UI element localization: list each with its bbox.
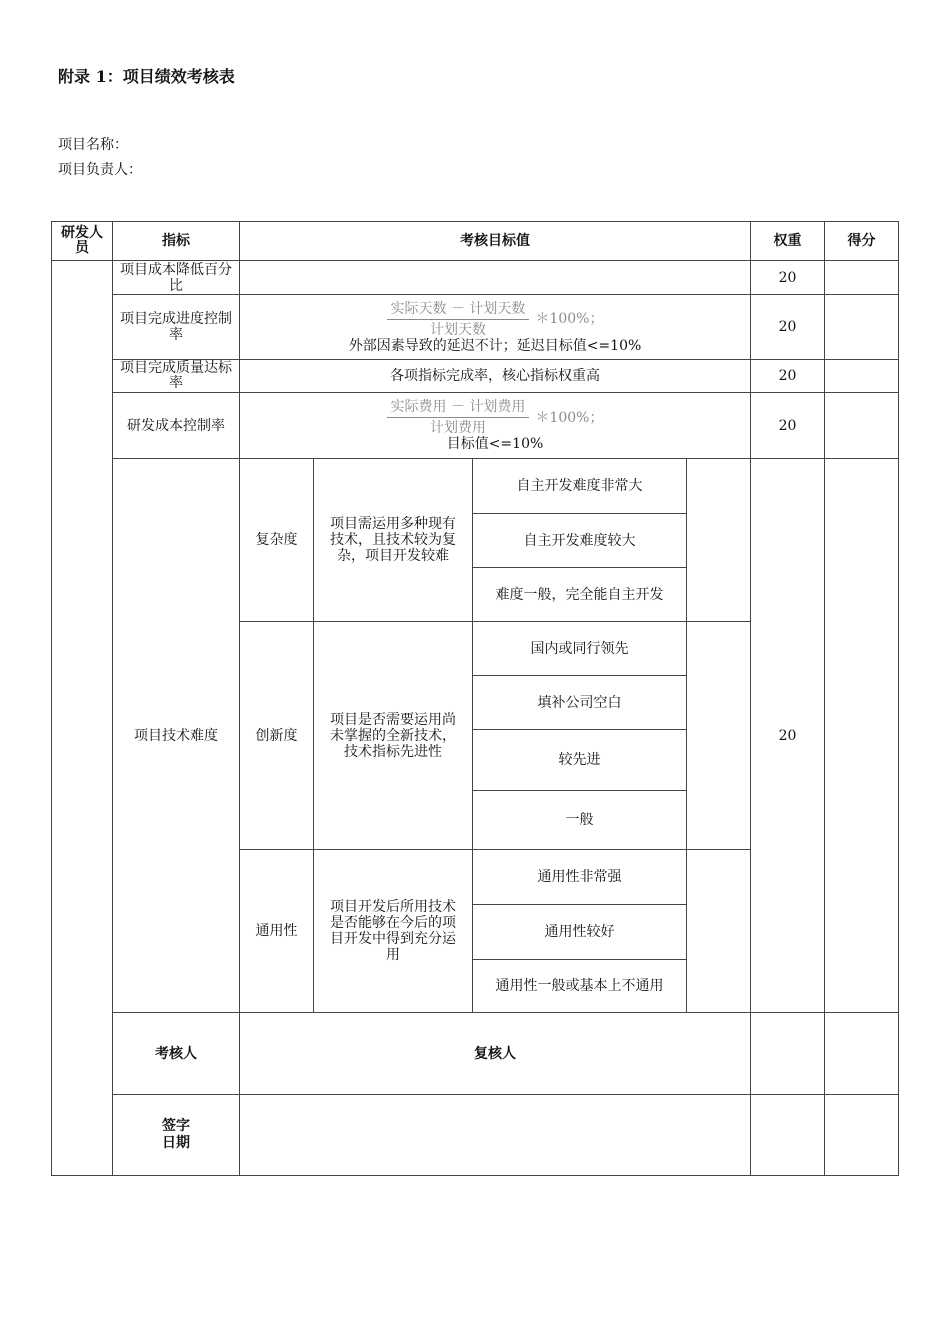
target-cost-reduction[interactable] bbox=[239, 260, 751, 295]
assessor-weight-cell[interactable] bbox=[750, 1012, 825, 1095]
header-indicator: 指标 bbox=[112, 221, 240, 261]
score-rd-cost-control[interactable] bbox=[824, 392, 899, 459]
indicator-quality-rate: 项目完成质量达标率 bbox=[112, 359, 240, 393]
desc-innovation: 项目是否需要运用尚未掌握的全新技术，技术指标先进性 bbox=[313, 621, 473, 850]
score-innovation[interactable] bbox=[686, 621, 751, 850]
level-universality-1: 通用性非常强 bbox=[472, 849, 687, 905]
desc-complexity: 项目需运用多种现有技术，且技术较为复杂，项目开发较难 bbox=[313, 458, 473, 622]
weight-cost-reduction: 20 bbox=[750, 260, 825, 295]
formula-suffix: ＊100%； bbox=[535, 409, 604, 426]
level-complexity-2: 自主开发难度较大 bbox=[472, 513, 687, 568]
sign-date-field[interactable] bbox=[239, 1094, 751, 1176]
formula-numerator: 实际天数 － 计划天数 bbox=[387, 301, 530, 320]
sign-weight-cell[interactable] bbox=[750, 1094, 825, 1176]
indicator-cost-reduction: 项目成本降低百分比 bbox=[112, 260, 240, 295]
header-score: 得分 bbox=[824, 221, 899, 261]
desc-universality: 项目开发后所用技术是否能够在今后的项目开发中得到充分运用 bbox=[313, 849, 473, 1013]
score-universality[interactable] bbox=[686, 849, 751, 1013]
header-weight: 权重 bbox=[750, 221, 825, 261]
group-complexity: 复杂度 bbox=[239, 458, 314, 622]
personnel-cell[interactable] bbox=[51, 260, 113, 1176]
weight-tech-difficulty: 20 bbox=[750, 458, 825, 1013]
score-tech-difficulty[interactable] bbox=[824, 458, 899, 1013]
sign-date-label: 签字日期 bbox=[112, 1094, 240, 1176]
level-innovation-3: 较先进 bbox=[472, 729, 687, 791]
formula-numerator: 实际费用 － 计划费用 bbox=[387, 399, 530, 418]
cost-note: 目标值<=10% bbox=[446, 436, 544, 452]
level-universality-3: 通用性一般或基本上不通用 bbox=[472, 959, 687, 1013]
project-name-label: 项目名称： bbox=[58, 137, 128, 153]
level-innovation-1: 国内或同行领先 bbox=[472, 621, 687, 676]
indicator-rd-cost-control: 研发成本控制率 bbox=[112, 392, 240, 459]
indicator-schedule-control: 项目完成进度控制率 bbox=[112, 294, 240, 360]
project-owner-label: 项目负责人： bbox=[58, 162, 142, 178]
score-cost-reduction[interactable] bbox=[824, 260, 899, 295]
level-innovation-4: 一般 bbox=[472, 790, 687, 850]
schedule-formula bbox=[387, 301, 604, 338]
assessor-score-cell[interactable] bbox=[824, 1012, 899, 1095]
group-innovation: 创新度 bbox=[239, 621, 314, 850]
formula-denominator: 计划费用 bbox=[429, 420, 486, 436]
weight-schedule-control: 20 bbox=[750, 294, 825, 360]
level-complexity-1: 自主开发难度非常大 bbox=[472, 458, 687, 514]
level-universality-2: 通用性较好 bbox=[472, 904, 687, 960]
cost-formula bbox=[387, 399, 604, 436]
level-complexity-3: 难度一般，完全能自主开发 bbox=[472, 567, 687, 622]
target-quality-rate: 各项指标完成率，核心指标权重高 bbox=[239, 359, 751, 393]
target-schedule-control bbox=[239, 294, 751, 360]
score-complexity[interactable] bbox=[686, 458, 751, 622]
level-innovation-2: 填补公司空白 bbox=[472, 675, 687, 730]
weight-quality-rate: 20 bbox=[750, 359, 825, 393]
page-title: 附录 1：项目绩效考核表 bbox=[58, 67, 235, 86]
indicator-tech-difficulty: 项目技术难度 bbox=[112, 458, 240, 1013]
formula-denominator: 计划天数 bbox=[429, 321, 486, 338]
group-universality: 通用性 bbox=[239, 849, 314, 1013]
header-target: 考核目标值 bbox=[239, 221, 751, 261]
formula-suffix: ＊100%； bbox=[535, 311, 604, 327]
weight-rd-cost-control: 20 bbox=[750, 392, 825, 459]
assessor-label: 考核人 bbox=[112, 1012, 240, 1095]
score-schedule-control[interactable] bbox=[824, 294, 899, 360]
sign-score-cell[interactable] bbox=[824, 1094, 899, 1176]
target-rd-cost-control bbox=[239, 392, 751, 459]
score-quality-rate[interactable] bbox=[824, 359, 899, 393]
header-personnel: 研发人员 bbox=[51, 221, 113, 261]
schedule-note: 外部因素导致的延迟不计；延迟目标值<=10% bbox=[348, 337, 642, 354]
reviewer-label: 复核人 bbox=[239, 1012, 751, 1095]
performance-table bbox=[51, 221, 899, 1176]
